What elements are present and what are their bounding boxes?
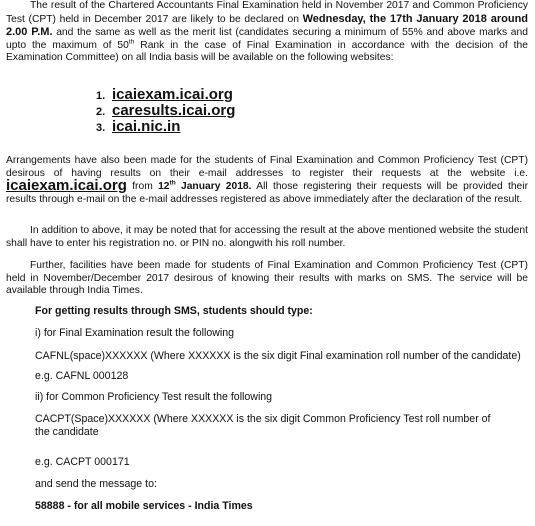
- website-item: [96, 86, 235, 102]
- access-note-paragraph: In addition to above, it may be noted that for accessing the result at the above mentioned website the student shall have to enter his registration no. or PIN no. alongwith his roll number.: [6, 225, 528, 249]
- sms-send-to: and send the message to:: [35, 478, 157, 490]
- website-item: [96, 118, 235, 134]
- sms-facility-paragraph: Further, facilities have been made for students of Final Examination and Common Proficiency Test (CPT) held in November/December 2017 desirous of knowing their results with marks on SMS. The service will be available through India Times.: [6, 260, 528, 297]
- result-announcement-paragraph: [6, 0, 528, 65]
- sms-cpt-format: CACPT(Space)XXXXXX (Where XXXXXX is the six digit Common Proficiency Test roll number of the candidate: [35, 413, 491, 438]
- email-from: from: [126, 181, 159, 193]
- website-number: 1.: [96, 90, 106, 102]
- email-registration-link[interactable]: icaiexam.icai.org: [6, 177, 127, 195]
- email-date-suffix: th: [169, 179, 176, 187]
- website-link-caresults[interactable]: caresults.icai.org: [112, 102, 236, 119]
- website-link-icai-nic[interactable]: icai.nic.in: [112, 118, 181, 135]
- email-lead: Arrangements have also been made for the students of Final Examination and Common Proficiency Test (CPT) desirous of having results on their e-mail addresses to register their requests at the website i.e.: [6, 155, 528, 179]
- announcement-date: Wednesday, the 17th January 2018 around 2.00 P.M.: [6, 12, 529, 39]
- email-date-day: 12: [158, 181, 170, 193]
- website-number: 2.: [96, 106, 106, 118]
- sms-final-intro: i) for Final Examination result the following: [35, 327, 235, 339]
- sms-instructions-heading: For getting results through SMS, students should type:: [35, 305, 313, 317]
- results-websites-list: [96, 86, 235, 134]
- website-item: [96, 102, 235, 118]
- sms-cpt-example: e.g. CACPT 000171: [35, 456, 130, 468]
- sms-final-example: e.g. CAFNL 000128: [35, 370, 129, 382]
- website-number: 3.: [96, 122, 106, 134]
- sms-service-number: 58888 - for all mobile services - India Times: [35, 500, 253, 512]
- announcement-lead: The result of the Chartered Accountants Final Examination held in November 2017 and Common Proficiency Test (CPT) held in December 2017 are likely to be declared on: [6, 0, 528, 25]
- announcement-tail: Rank in the case of Final Examination in accordance with the decision of the Examination Committee) on all India basis will be available on the following websites:: [6, 39, 528, 64]
- rank-suffix: th: [128, 38, 135, 46]
- sms-final-format: CAFNL(space)XXXXXX (Where XXXXXX is the six digit Final examination roll number of the candidate): [35, 350, 521, 362]
- email-tail: All those registering their requests will be provided their results through e-mail on the e-mail addresses registered as above immediately after the declaration of the result.: [6, 181, 528, 205]
- announcement-middle: and the same as well as the merit list (candidates securing a minimum of 55% and above marks and upto the maximum of 50: [6, 27, 528, 51]
- email-date-rest: January 2018.: [175, 181, 252, 193]
- email-arrangement-paragraph: [6, 155, 528, 206]
- sms-cpt-intro: ii) for Common Proficiency Test result the following: [35, 391, 273, 403]
- website-link-icaiexam[interactable]: icaiexam.icai.org: [112, 86, 233, 103]
